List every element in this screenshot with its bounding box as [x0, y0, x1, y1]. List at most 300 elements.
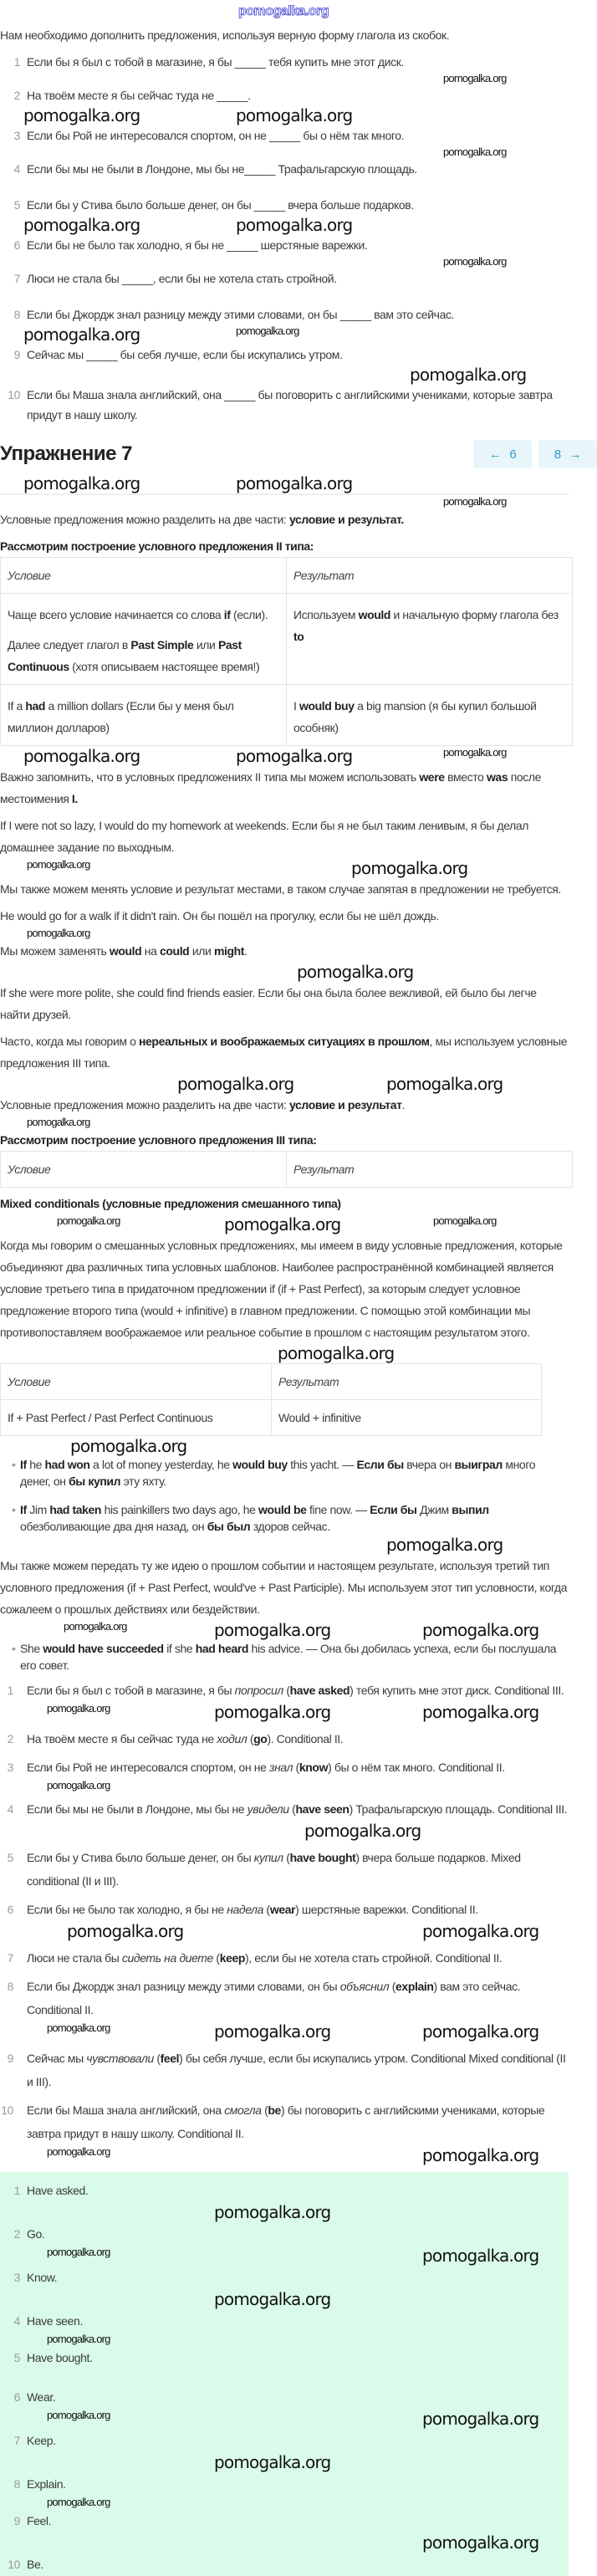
watermark-text: pomogalka.org	[422, 2409, 539, 2429]
watermark-row	[0, 2202, 569, 2222]
text: Важно запомнить, что в условных предложениях II типа мы можем использовать	[0, 770, 420, 784]
item-text: Люси не стала бы _____, если бы не хотела стать стройной.	[27, 272, 337, 285]
item-text: Если бы Джордж знал разницу между этими словами, он бы _____ вам это сейчас.	[27, 308, 455, 321]
text: (если).	[230, 608, 268, 621]
text: здоров сейчас.	[250, 1520, 330, 1533]
watermark-text: pomogalka.org	[443, 72, 507, 84]
item-number: 6	[13, 2390, 20, 2404]
watermark-text: pomogalka.org	[443, 495, 507, 508]
watermark-row	[0, 215, 569, 235]
table-cell: Would + infinitive	[272, 1400, 542, 1436]
text: Если бы мы не были в Лондоне, мы бы не	[27, 1802, 247, 1816]
watermark-text: pomogalka.org	[23, 105, 140, 125]
bold-text: нереальных и воображаемых ситуациях в прошлом	[138, 1035, 430, 1048]
solution-item	[0, 1727, 569, 1751]
bold-text: Если бы	[356, 1458, 404, 1471]
text: вчера он	[403, 1458, 455, 1471]
solution-item	[0, 1756, 569, 1779]
text: a million dollars (Если бы у меня был миллион долларов)	[8, 699, 234, 734]
text: Мы также можем менять условие и результат местами, в таком случае запятая в предложении не требуется.	[0, 882, 561, 896]
watermark-text: pomogalka.org	[422, 1921, 539, 1941]
text: Если бы Рой не интересовался спортом, он не	[27, 1761, 269, 1774]
bold-text: have bought	[289, 1851, 356, 1864]
item-number: 10	[8, 2558, 20, 2571]
type3-examples	[0, 1640, 560, 1674]
bold-text: had taken	[49, 1503, 102, 1516]
text: (	[293, 1761, 299, 1774]
watermark-text: pomogalka.org	[214, 2021, 331, 2042]
bold-text: had won	[44, 1458, 90, 1471]
item-text: Go.	[27, 2227, 45, 2241]
theory-heading	[0, 1129, 569, 1151]
bold-text: would	[358, 608, 391, 621]
watermark-row	[0, 1620, 569, 1640]
text: Если бы я был с тобой в магазине, я бы	[27, 1684, 235, 1697]
text: после местоимения	[0, 770, 542, 805]
watermark-text: pomogalka.org	[27, 927, 90, 939]
text: Если бы не было так холодно, я бы не	[27, 1903, 227, 1916]
theory-paragraph	[0, 509, 569, 530]
text: if she	[163, 1642, 196, 1655]
arrow-right-icon: →	[569, 447, 582, 462]
watermark-text: pomogalka.org	[422, 2246, 539, 2266]
text: If I were not so lazy, I would do my homework at weekends. Если бы я не был таким ленивым, я бы делал домашнее задание по выходным.	[0, 819, 529, 854]
task-item	[0, 125, 569, 146]
watermark-row	[0, 1116, 569, 1129]
bold-text: Past Simple	[130, 638, 194, 652]
bold-text: условие и результат.	[288, 513, 404, 526]
watermark-text: pomogalka.org	[422, 2533, 539, 2553]
theory-paragraph	[0, 1094, 569, 1116]
item-number: 8	[7, 1980, 13, 1993]
task-item	[0, 268, 569, 289]
solution-item	[0, 1975, 569, 2021]
answers-panel	[0, 2172, 569, 2576]
watermark-text: pomogalka.org	[67, 1921, 184, 1941]
watermark-row	[0, 146, 569, 159]
item-number: 3	[7, 1761, 13, 1774]
item-number: 7	[13, 2434, 20, 2447]
table-header: Условие	[8, 1163, 51, 1176]
task-item	[0, 235, 569, 255]
watermark-row	[0, 2333, 569, 2346]
item-number: 6	[13, 238, 20, 252]
text: ) бы поговорить с английскими учениками, которые завтра придут в нашу школу. Conditional II.	[27, 2103, 545, 2140]
bold-text: have seen	[295, 1802, 350, 1816]
watermark-text: pomogalka.org	[351, 858, 468, 878]
text: (	[247, 1732, 254, 1745]
text: На твоём месте я бы сейчас туда не	[27, 1732, 217, 1745]
task-intro: Нам необходимо дополнить предложения, используя верную форму глагола из скобок.	[0, 28, 450, 42]
item-text: Если бы я был с тобой в магазине, я бы _____ тебя купить мне этот диск.	[27, 55, 404, 69]
text: I	[293, 699, 299, 713]
task-item	[0, 195, 569, 215]
watermark-row	[0, 1343, 569, 1363]
item-number: 4	[13, 2314, 20, 2328]
task-item	[0, 345, 569, 365]
text: Далее следует глагол в	[8, 638, 131, 652]
watermark-row	[0, 962, 569, 982]
italic-text: объяснил	[339, 1980, 390, 1993]
site-header	[0, 0, 569, 25]
item-text	[27, 1802, 567, 1816]
answer-item	[0, 2346, 569, 2369]
watermark-row	[0, 105, 569, 125]
watermark-text: pomogalka.org	[64, 1620, 127, 1633]
watermark-row	[0, 1074, 569, 1094]
bold-text: explain	[395, 1980, 434, 1993]
example-sentence	[0, 905, 569, 927]
item-number: 2	[7, 1732, 13, 1745]
bold-text: If	[20, 1503, 27, 1516]
table-cell	[8, 695, 279, 739]
watermark-text: pomogalka.org	[47, 2409, 110, 2421]
watermark-text: pomogalka.org	[443, 255, 507, 268]
bold-text: had	[25, 699, 46, 713]
solution-item	[0, 2098, 569, 2145]
solution-item	[0, 1846, 569, 1893]
task-item	[0, 159, 569, 179]
table-cell	[8, 604, 279, 626]
item-text: Have asked.	[27, 2184, 89, 2197]
item-number: 9	[13, 2514, 20, 2527]
watermark-text: pomogalka.org	[23, 473, 140, 493]
bold-text: would	[109, 944, 142, 958]
text: ) бы о нём так много. Conditional II.	[328, 1761, 505, 1774]
item-text	[27, 2103, 544, 2140]
mixed-table	[0, 1363, 542, 1436]
text: Джим	[416, 1503, 452, 1516]
text: Мы также можем передать ту же идею о прошлом событии и настоящем результате, используя третий тип условного предложения (if + Past Perfect, would've + Past Participle). Мы используем этот тип условности, когда сожалеем о прошлых действиях или бездействии.	[0, 1559, 568, 1616]
watermark-text: pomogalka.org	[27, 858, 90, 871]
text: (	[283, 1851, 290, 1864]
text: ), если бы не хотела стать стройной. Conditional II.	[245, 1951, 503, 1965]
item-number: 1	[13, 2184, 20, 2197]
watermark-text: pomogalka.org	[422, 2021, 539, 2042]
text: Часто, когда мы говорим о	[0, 1035, 139, 1048]
task-item	[0, 385, 569, 425]
type2-table	[0, 557, 573, 746]
text: Условные предложения можно разделить на две части:	[0, 1098, 289, 1112]
item-number: 5	[7, 1851, 13, 1864]
theory-paragraph	[0, 766, 569, 810]
mixed-examples	[0, 1456, 560, 1535]
watermark-row	[0, 2533, 569, 2553]
text: ). Conditional II.	[267, 1732, 344, 1745]
watermark-text: pomogalka.org	[443, 146, 507, 158]
bold-text: Рассмотрим построение условного предложения III типа:	[0, 1133, 317, 1147]
answer-item	[0, 2385, 569, 2409]
watermark-text: pomogalka.org	[47, 2333, 110, 2345]
bold-text: know	[298, 1761, 329, 1774]
bold-text: Если бы	[370, 1503, 417, 1516]
text: .	[401, 1098, 406, 1112]
bold-text: выпил	[452, 1503, 489, 1516]
watermark-text: pomogalka.org	[422, 2145, 539, 2165]
bold-text: go	[253, 1732, 268, 1745]
bold-text: keep	[219, 1951, 246, 1965]
example-item	[0, 1501, 560, 1535]
text: (хотя описываем настоящее время!)	[69, 660, 260, 673]
item-number: 1	[7, 1684, 13, 1697]
watermark-text: pomogalka.org	[23, 215, 140, 235]
spacer	[0, 2369, 569, 2385]
item-number: 4	[13, 162, 20, 176]
item-number: 10	[1, 2103, 13, 2117]
item-text: Explain.	[27, 2477, 66, 2491]
watermark-row	[0, 2409, 569, 2429]
text: ) вчера больше подарков. Mixed conditional (II и III).	[27, 1851, 521, 1888]
bold-text: условие и результат	[288, 1098, 402, 1112]
text: много денег, он	[20, 1458, 536, 1488]
watermark-row	[0, 2246, 569, 2266]
text: или	[193, 638, 218, 652]
watermark-text: pomogalka.org	[422, 1702, 539, 1722]
text: Jim	[26, 1503, 50, 1516]
bold-text: might	[213, 944, 245, 958]
text: his advice. — Она бы добилась успеха, если бы послушала его совет.	[20, 1642, 557, 1672]
italic-text: сидеть на диете	[121, 1951, 213, 1965]
text: She	[20, 1642, 43, 1655]
item-text: Если бы Маша знала английский, она _____ бы поговорить с английскими учениками, которые завтра придут в нашу школу.	[27, 388, 553, 422]
text: fine now. —	[306, 1503, 370, 1516]
item-text: Если бы Рой не интересовался спортом, он не _____ бы о нём так много.	[27, 129, 405, 142]
watermark-row	[0, 1779, 569, 1792]
item-text	[27, 1851, 521, 1888]
answer-item	[0, 2509, 569, 2533]
item-number: 4	[7, 1802, 13, 1816]
bold-text: бы был	[207, 1520, 251, 1533]
text: ) вам это сейчас. Conditional II.	[27, 1980, 521, 2016]
text: , мы используем условные предложения III типа.	[0, 1035, 568, 1070]
type3-table	[0, 1151, 573, 1188]
item-text: Если бы не было так холодно, я бы не _____ шерстяные варежки.	[27, 238, 368, 252]
watermark-row	[0, 1535, 569, 1555]
text: he	[26, 1458, 45, 1471]
solution-item	[0, 1946, 569, 1970]
text: эту яхту.	[120, 1475, 166, 1488]
watermark-text: pomogalka.org	[23, 746, 140, 766]
table-cell	[293, 695, 565, 739]
watermark-row	[0, 2496, 569, 2509]
bold-text: I.	[71, 792, 78, 805]
italic-text: купил	[253, 1851, 283, 1864]
bold-text: Past Continuous	[8, 638, 242, 673]
text: ) бы себя лучше, если бы искупались утром. Conditional Mixed conditional (II и III).	[27, 2052, 566, 2088]
watermark-row	[0, 473, 569, 493]
watermark-row	[0, 325, 569, 345]
watermark-row	[0, 1214, 569, 1234]
bold-text: be	[268, 2103, 281, 2117]
solution-item	[0, 1797, 569, 1821]
text: ) Трафальгарскую площадь. Conditional III.	[349, 1802, 568, 1816]
bold-text: wear	[269, 1903, 296, 1916]
italic-text: знал	[268, 1761, 293, 1774]
item-number: 2	[13, 89, 20, 102]
table-header: Результат	[293, 1163, 355, 1176]
watermark-text: pomogalka.org	[443, 746, 507, 759]
watermark-text: pomogalka.org	[236, 746, 353, 766]
watermark-row	[0, 2145, 569, 2165]
watermark-text: pomogalka.org	[47, 2145, 110, 2158]
item-number: 7	[7, 1951, 13, 1965]
watermark-text: pomogalka.org	[278, 1343, 395, 1363]
bold-text: could	[160, 944, 190, 958]
watermark-text: pomogalka.org	[236, 473, 353, 493]
watermark-row	[0, 1821, 569, 1841]
bold-text: would buy	[298, 699, 355, 713]
item-text	[27, 2052, 565, 2088]
task-item	[0, 85, 569, 105]
bold-text: was	[486, 770, 508, 784]
watermark-text: pomogalka.org	[57, 1214, 120, 1227]
italic-text: попросил	[234, 1684, 283, 1697]
table-cell	[293, 604, 565, 647]
watermark-text: pomogalka.org	[214, 1620, 331, 1640]
italic-text: надела	[227, 1903, 264, 1916]
bold-text: have asked	[289, 1684, 350, 1697]
text: this yacht. —	[287, 1458, 357, 1471]
spacer	[0, 289, 569, 304]
example-sentence	[0, 982, 569, 1025]
site-logo: pomogalka.org	[238, 4, 329, 18]
text: (	[263, 1903, 270, 1916]
watermark-text: pomogalka.org	[27, 1116, 90, 1128]
table-header: Результат	[278, 1375, 339, 1388]
watermark-text: pomogalka.org	[304, 1821, 421, 1841]
watermark-text: pomogalka.org	[70, 1436, 187, 1456]
theory-paragraph	[0, 878, 569, 900]
solution-item	[0, 1898, 569, 1921]
exercise-header	[0, 437, 582, 473]
prev-exercise-button[interactable]	[473, 440, 532, 468]
item-text	[27, 1732, 343, 1745]
watermark-text: pomogalka.org	[214, 2452, 331, 2472]
bold-text: Рассмотрим построение условного предложения II типа:	[0, 539, 314, 553]
item-number: 1	[13, 55, 20, 69]
answer-item	[0, 2309, 569, 2333]
watermark-row	[0, 1436, 569, 1456]
text: Сейчас мы	[27, 2052, 87, 2065]
text: Люси не стала бы	[27, 1951, 122, 1965]
exercise-title: Упражнение 7	[0, 442, 132, 465]
watermark-row	[0, 927, 569, 940]
item-text	[27, 1980, 520, 2016]
text: .	[244, 944, 247, 958]
item-number: 5	[13, 198, 20, 212]
theory-heading	[0, 1193, 569, 1214]
theory-paragraph	[0, 1555, 569, 1620]
bold-text: бы купил	[69, 1475, 121, 1488]
task-item	[0, 52, 569, 72]
watermark-row	[0, 2021, 569, 2042]
watermark-text: pomogalka.org	[23, 325, 140, 345]
item-number: 5	[13, 2351, 20, 2364]
item-text: На твоём месте я бы сейчас туда не _____.	[27, 89, 251, 102]
table-cell: If + Past Perfect / Past Perfect Continuous	[1, 1400, 272, 1436]
watermark-text: pomogalka.org	[47, 1779, 110, 1791]
theory-paragraph	[0, 940, 569, 962]
watermark-text: pomogalka.org	[47, 2496, 110, 2508]
watermark-text: pomogalka.org	[214, 2289, 331, 2309]
bold-text: to	[293, 630, 304, 643]
text: Используем	[293, 608, 359, 621]
answer-item	[0, 2472, 569, 2496]
example-item	[0, 1640, 560, 1674]
example-sentence	[0, 815, 569, 858]
next-label: 8	[554, 447, 561, 462]
bold-text: Mixed conditionals (условные предложения смешанного типа)	[0, 1197, 341, 1210]
answer-item	[0, 2266, 569, 2289]
italic-text: чувствовали	[86, 2052, 154, 2065]
item-number: 2	[13, 2227, 20, 2241]
table-header: Условие	[8, 1375, 51, 1388]
text: и начальную форму глагола без	[390, 608, 559, 621]
text: ) тебя купить мне этот диск. Conditional III.	[350, 1684, 564, 1697]
watermark-text: pomogalka.org	[236, 325, 299, 337]
item-text: Keep.	[27, 2434, 56, 2447]
text: (	[261, 2103, 268, 2117]
item-text: Сейчас мы _____ бы себя лучше, если бы искупались утром.	[27, 348, 343, 361]
watermark-text: pomogalka.org	[297, 962, 414, 982]
theory-heading	[0, 535, 569, 557]
watermark-text: pomogalka.org	[236, 215, 353, 235]
item-text	[27, 1761, 505, 1774]
item-text: Be.	[27, 2558, 43, 2571]
watermark-text: pomogalka.org	[214, 2202, 331, 2222]
bold-text: would be	[258, 1503, 307, 1516]
table-header: Результат	[293, 569, 355, 582]
item-number: 7	[13, 272, 20, 285]
item-number: 9	[7, 2052, 13, 2065]
solution-item	[0, 1679, 569, 1702]
watermark-text: pomogalka.org	[47, 1702, 110, 1715]
italic-text: смогла	[224, 2103, 262, 2117]
text: If she were more polite, she could find friends easier. Если бы она была более вежливой, ей было бы легче найти друзей.	[0, 986, 537, 1021]
watermark-text: pomogalka.org	[422, 1620, 539, 1640]
next-exercise-button[interactable]	[538, 440, 597, 468]
text: Если бы Маша знала английский, она	[27, 2103, 225, 2117]
item-number: 3	[13, 2271, 20, 2284]
item-number: 8	[13, 308, 20, 321]
example-item	[0, 1456, 560, 1490]
watermark-text: pomogalka.org	[47, 2246, 110, 2258]
watermark-text: pomogalka.org	[224, 1214, 341, 1234]
text: (	[283, 1684, 290, 1697]
watermark-text: pomogalka.org	[177, 1074, 294, 1094]
theory-paragraph	[0, 1030, 569, 1074]
text: (	[212, 1951, 220, 1965]
item-text	[27, 1684, 564, 1697]
bold-text: were	[419, 770, 445, 784]
watermark-row	[0, 72, 569, 85]
answer-item	[0, 2179, 569, 2202]
bold-text: had heard	[195, 1642, 249, 1655]
spacer	[0, 179, 569, 195]
italic-text: увидели	[247, 1802, 289, 1816]
answer-item	[0, 2222, 569, 2246]
watermark-text: pomogalka.org	[433, 1214, 497, 1227]
text: He would go for a walk if it didn't rain. Он бы пошёл на прогулку, если бы не шёл дождь.	[0, 909, 439, 923]
item-text: Wear.	[27, 2390, 56, 2404]
bold-text: feel	[160, 2052, 180, 2065]
theory-paragraph	[0, 1234, 569, 1343]
bold-text: would buy	[232, 1458, 288, 1471]
item-text: Have seen.	[27, 2314, 83, 2328]
italic-text: ходил	[217, 1732, 247, 1745]
watermark-text: pomogalka.org	[214, 1702, 331, 1722]
spacer	[0, 45, 569, 52]
